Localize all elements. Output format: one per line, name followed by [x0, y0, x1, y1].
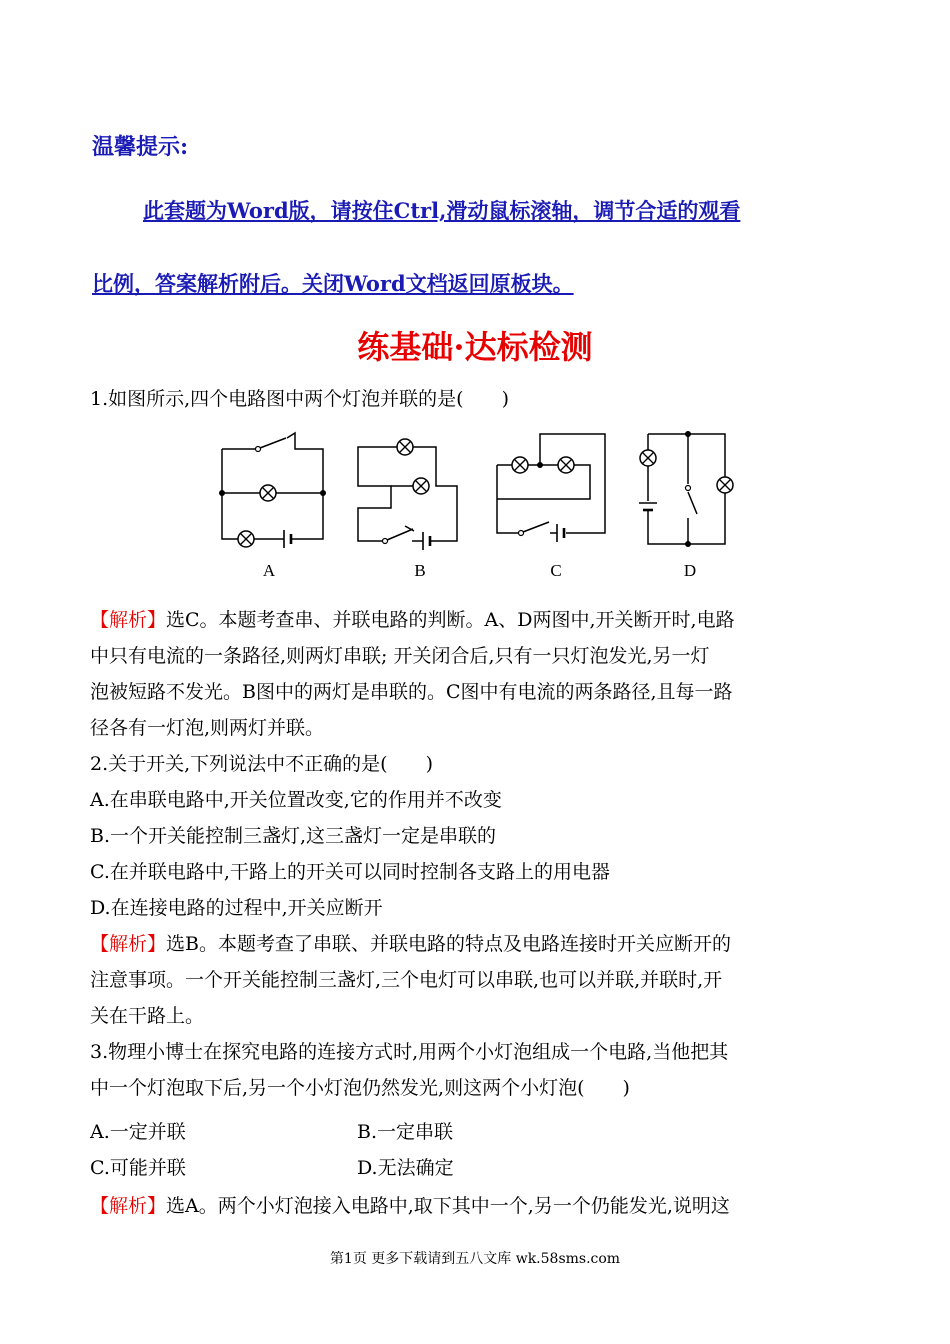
analysis-tag: 【解析】	[90, 933, 167, 955]
q2-stem: 2.关于开关,下列说法中不正确的是( )	[90, 753, 433, 775]
label-c: C	[550, 561, 562, 580]
q3-option-a: A.一定并联	[90, 1121, 186, 1143]
q3-option-d: D.无法确定	[357, 1157, 454, 1179]
analysis-tag: 【解析】	[90, 1195, 167, 1217]
q2-option-d: D.在连接电路的过程中,开关应断开	[90, 897, 383, 919]
q3-options-row-2	[90, 1150, 454, 1186]
q1-analysis-line-4: 径各有一灯泡,则两灯并联。	[90, 717, 325, 739]
q2-analysis-line-2: 注意事项。一个开关能控制三盏灯,三个电灯可以串联,也可以并联,并联时,开	[90, 969, 723, 991]
q2-option-a: A.在串联电路中,开关位置改变,它的作用并不改变	[90, 789, 502, 811]
q3-stem-line-1: 3.物理小博士在探究电路的连接方式时,用两个小灯泡组成一个电路,当他把其	[90, 1041, 729, 1063]
circuit-d	[639, 431, 733, 547]
q3-analysis-line-1: 【解析】选A。两个小灯泡接入电路中,取下其中一个,另一个仍能发光,说明这	[90, 1195, 730, 1217]
q1-analysis-line-2: 中只有电流的一条路径,则两灯串联; 开关闭合后,只有一只灯泡发光,另一灯	[90, 645, 710, 667]
tip-title: 温馨提示:	[92, 134, 189, 160]
analysis-tag: 【解析】	[90, 609, 167, 631]
section-title: 练基础·达标检测	[357, 328, 593, 366]
q3-option-b: B.一定串联	[357, 1121, 454, 1143]
label-d: D	[683, 561, 697, 580]
q1-analysis-line-3: 泡被短路不发光。B图中的两灯是串联的。C图中有电流的两条路径,且每一路	[90, 681, 733, 703]
q3-option-c: C.可能并联	[90, 1157, 186, 1179]
tip-line-1: 此套题为Word版，请按住Ctrl,滑动鼠标滚轴，调节合适的观看	[143, 198, 741, 223]
q1-stem: 1.如图所示,四个电路图中两个灯泡并联的是( )	[90, 388, 509, 410]
label-b: B	[414, 561, 426, 580]
q3-stem-line-2: 中一个灯泡取下后,另一个小灯泡仍然发光,则这两个小灯泡( )	[90, 1077, 630, 1099]
label-a: A	[262, 561, 276, 580]
q2-option-c: C.在并联电路中,干路上的开关可以同时控制各支路上的用电器	[90, 861, 610, 883]
page-footer: 第1页 更多下载请到五八文库 wk.58sms.com	[329, 1251, 621, 1267]
tip-line-2: 比例，答案解析附后。关闭Word文档返回原板块。	[92, 271, 574, 296]
circuit-c	[497, 434, 605, 542]
q2-option-b: B.一个开关能控制三盏灯,这三盏灯一定是串联的	[90, 825, 497, 847]
q2-analysis-line-3: 关在干路上。	[90, 1005, 205, 1027]
circuit-b	[358, 439, 457, 550]
circuit-diagrams	[200, 422, 760, 587]
q2-analysis-line-1: 【解析】选B。本题考查了串联、并联电路的特点及电路连接时开关应断开的	[90, 933, 731, 955]
q1-analysis-line-1: 【解析】选C。本题考查串、并联电路的判断。A、D两图中,开关断开时,电路	[90, 609, 735, 631]
circuit-a	[219, 433, 326, 548]
q3-options-row-1	[90, 1114, 454, 1150]
